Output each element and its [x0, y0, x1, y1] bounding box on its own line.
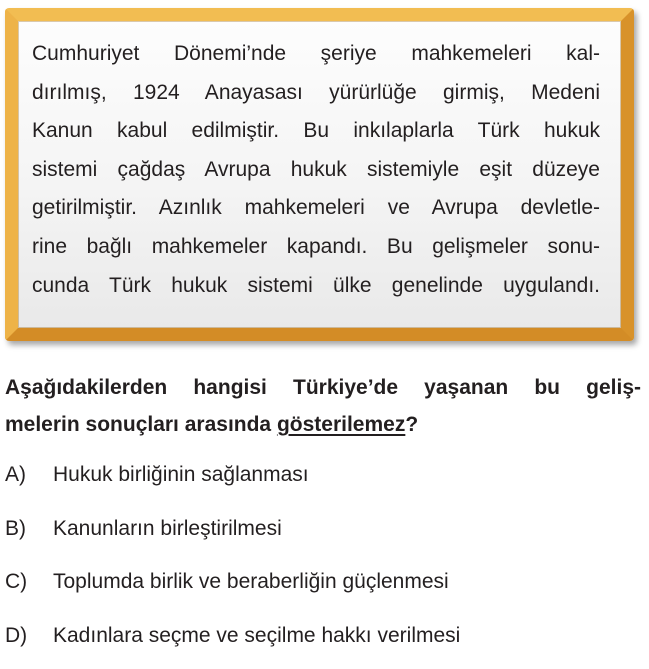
answer-option-d[interactable]: [5, 616, 625, 669]
option-letter: B): [5, 509, 53, 549]
answer-option-b[interactable]: [5, 509, 625, 563]
passage-line: Cumhuriyet Dönemi’nde şeriye mahkemeleri kal-: [32, 35, 600, 74]
passage-line: Kanun kabul edilmiştir. Bu inkılaplarla Türk hukuk: [32, 112, 600, 151]
option-letter: A): [5, 455, 53, 495]
option-letter: D): [5, 616, 53, 656]
option-text: Hukuk birliğinin sağlanması: [53, 455, 309, 495]
passage-text: [32, 35, 600, 305]
passage-line: dırılmış, 1924 Anayasası yürürlüğe girmiş, Medeni: [32, 74, 600, 113]
question-line: [5, 406, 641, 443]
option-letter: C): [5, 562, 53, 602]
passage-line: getirilmiştir. Azınlık mahkemeleri ve Avrupa devletle-: [32, 189, 600, 228]
question-stem: [5, 369, 641, 443]
option-text: Toplumda birlik ve beraberliğin güçlenmesi: [53, 562, 449, 602]
question-line: Aşağıdakilerden hangisi Türkiye’de yaşanan bu geliş-: [5, 369, 641, 406]
answer-options: [5, 455, 625, 669]
answer-option-a[interactable]: [5, 455, 625, 509]
passage-line: cunda Türk hukuk sistemi ülke genelinde uygulandı.: [32, 267, 600, 306]
passage-line: sistemi çağdaş Avrupa hukuk sistemiyle eşit düzeye: [32, 151, 600, 190]
question-emphasis: gösterilemez: [277, 413, 405, 436]
question-text: melerin sonuçları arasında: [5, 413, 277, 436]
option-text: Kanunların birleştirilmesi: [53, 509, 282, 549]
question-mark: ?: [405, 413, 418, 436]
answer-option-c[interactable]: [5, 562, 625, 616]
passage-line: rine bağlı mahkemeler kapandı. Bu gelişmeler sonu-: [32, 228, 600, 267]
option-text: Kadınlara seçme ve seçilme hakkı verilmesi: [53, 616, 460, 656]
